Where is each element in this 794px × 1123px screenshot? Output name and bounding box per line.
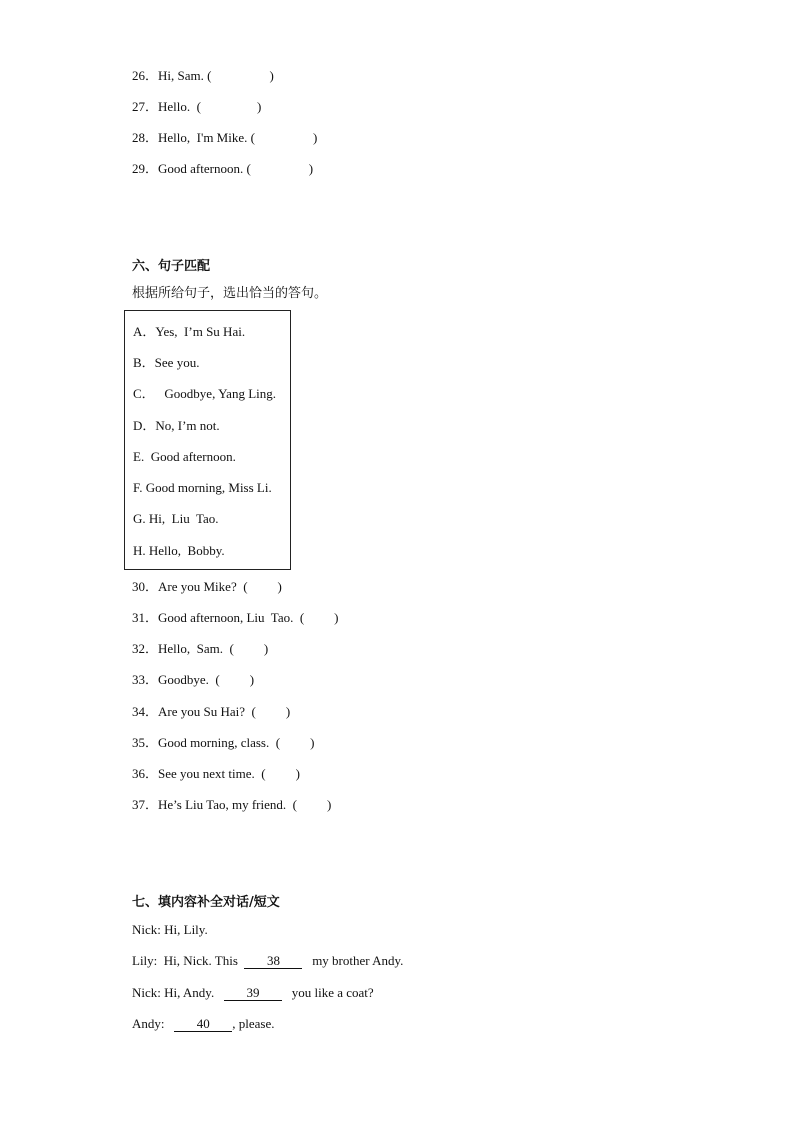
question-32 xyxy=(132,641,268,657)
closing-paren: ) xyxy=(269,68,274,83)
dialogue-text: Lily: Hi, Nick. This xyxy=(132,953,245,968)
dialogue-line-1: Nick: Hi, Lily. xyxy=(132,922,208,937)
question-text: Hello. ( xyxy=(158,99,201,114)
dialogue-text: Andy: xyxy=(132,1016,175,1031)
closing-paren: ) xyxy=(256,99,262,114)
question-31 xyxy=(132,610,339,626)
question-text: Hi, Sam. ( xyxy=(158,68,212,83)
dialogue-line-2 xyxy=(132,953,403,969)
question-number: 36． xyxy=(132,766,159,781)
dialogue-text: my brother Andy. xyxy=(302,953,404,968)
closing-paren: ) xyxy=(277,579,282,594)
question-text: Hello, I'm Mike. ( xyxy=(158,130,255,145)
question-34 xyxy=(132,704,290,720)
question-26 xyxy=(132,68,274,84)
option-e: E. Good afternoon. xyxy=(133,449,236,464)
option-f: F. Good morning, Miss Li. xyxy=(133,480,272,495)
closing-paren: ) xyxy=(334,610,339,625)
question-number: 31． xyxy=(132,610,159,625)
question-number: 29． xyxy=(132,161,159,176)
dialogue-line-3 xyxy=(132,985,374,1001)
blank-38[interactable]: 38 xyxy=(244,954,302,969)
question-30 xyxy=(132,579,282,595)
section7-heading: 七、填内容补全对话/短文 xyxy=(132,895,280,910)
dialogue-line-4 xyxy=(132,1016,274,1032)
option-h: H. Hello, Bobby. xyxy=(133,543,225,558)
question-text: Hello, Sam. ( xyxy=(158,641,234,656)
option-c: C． Goodbye, Yang Ling. xyxy=(133,386,277,401)
closing-paren: ) xyxy=(295,766,300,781)
question-33 xyxy=(132,672,254,688)
question-text: Good afternoon. ( xyxy=(158,161,251,176)
question-number: 35． xyxy=(132,735,159,750)
dialogue-text: Nick: Hi, Andy. xyxy=(132,985,224,1000)
question-number: 27． xyxy=(132,99,159,114)
question-text: Are you Mike? ( xyxy=(158,579,248,594)
question-text: He’s Liu Tao, my friend. ( xyxy=(158,797,297,812)
closing-paren: ) xyxy=(326,797,332,812)
options-box xyxy=(124,310,291,570)
closing-paren: ) xyxy=(308,161,314,176)
blank-39[interactable]: 39 xyxy=(224,986,282,1001)
option-d: D．No, I’m not. xyxy=(133,418,220,433)
option-b: B．See you. xyxy=(133,355,200,370)
question-29 xyxy=(132,161,313,177)
question-text: Good morning, class. ( xyxy=(158,735,281,750)
closing-paren: ) xyxy=(249,672,255,687)
blank-40[interactable]: 40 xyxy=(174,1017,232,1032)
question-number: 33． xyxy=(132,672,159,687)
question-28 xyxy=(132,130,317,146)
question-number: 32． xyxy=(132,641,159,656)
question-text: Goodbye. ( xyxy=(158,672,220,687)
question-text: Are you Su Hai? ( xyxy=(158,704,256,719)
dialogue-text: , please. xyxy=(232,1016,275,1031)
dialogue-text: you like a coat? xyxy=(281,985,374,1000)
closing-paren: ) xyxy=(263,641,269,656)
question-27 xyxy=(132,99,261,115)
question-number: 28． xyxy=(132,130,159,145)
section6-heading: 六、句子匹配 xyxy=(132,259,211,274)
question-35 xyxy=(132,735,314,751)
closing-paren: ) xyxy=(312,130,318,145)
question-number: 37． xyxy=(132,797,159,812)
question-number: 26． xyxy=(132,68,159,83)
closing-paren: ) xyxy=(285,704,291,719)
section6-instruction: 根据所给句子，选出恰当的答句。 xyxy=(132,286,328,301)
option-g: G. Hi, Liu Tao. xyxy=(133,511,219,526)
option-a: A．Yes, I’m Su Hai. xyxy=(133,324,246,339)
question-36 xyxy=(132,766,300,782)
closing-paren: ) xyxy=(310,735,315,750)
question-number: 34． xyxy=(132,704,159,719)
question-text: See you next time. ( xyxy=(158,766,266,781)
question-number: 30． xyxy=(132,579,159,594)
question-text: Good afternoon, Liu Tao. ( xyxy=(158,610,305,625)
question-37 xyxy=(132,797,331,813)
